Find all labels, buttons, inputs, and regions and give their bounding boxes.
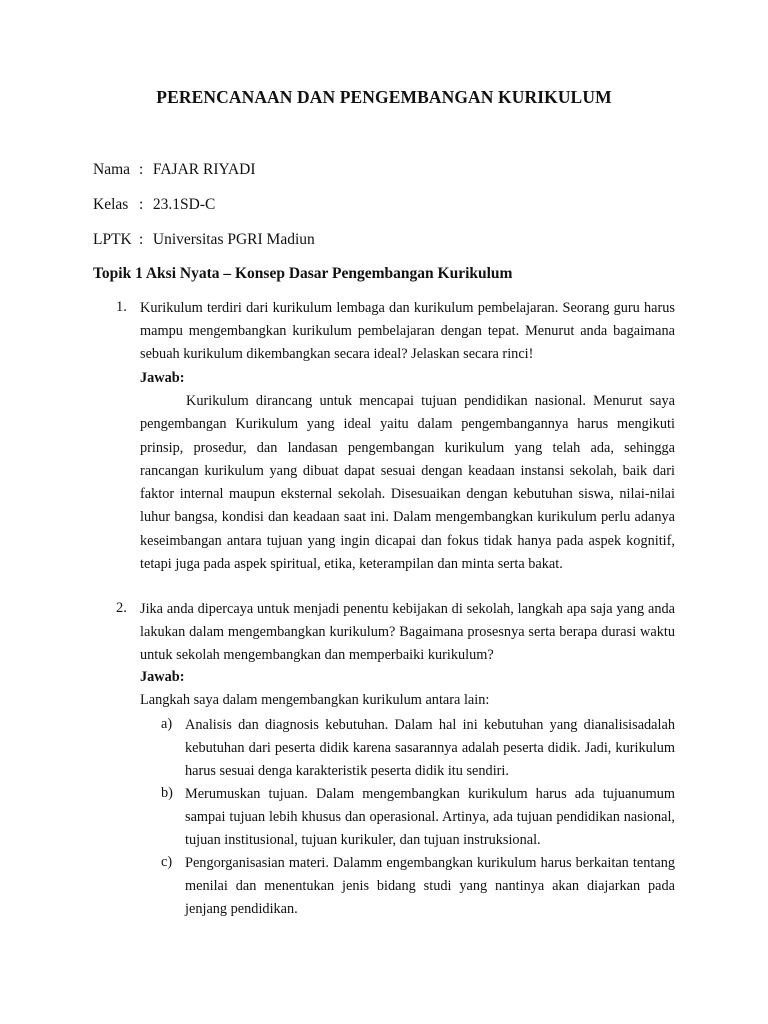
document-title: PERENCANAAN DAN PENGEMBANGAN KURIKULUM: [156, 87, 612, 107]
identity-separator: :: [139, 161, 144, 178]
identity-row-kelas: [93, 196, 215, 214]
answer-intro: Langkah saya dalam mengembangkan kurikulum antara lain:: [140, 692, 490, 708]
identity-label: Nama: [93, 161, 131, 178]
identity-separator: :: [139, 196, 144, 213]
identity-separator: :: [139, 231, 144, 248]
answer-text: Kurikulum dirancang untuk mencapai tujuan pendidikan nasional. Menurut saya pengembangan Kurikulum yang ideal yaitu dalam pengembangannya harus mengikuti prinsip, prosedur, dan landasan pengembangan kurikulum yang telah ada, sehingga rancangan kurikulum yang dibuat dapat sesuai dengan keadaan instansi sekolah, baik dari faktor internal maupun eksternal sekolah. Disesuaikan dengan kebutuhan siswa, nilai-nilai luhur bangsa, kondisi dan keadaan saat ini. Dalam mengembangkan kurikulum perlu adanya keseimbangan antara tujuan yang ingin dicapai dan fokus tidak hanya pada aspek kognitif, tetapi juga pada aspek spiritual, etika, keterampilan dan minta serta bakat.: [140, 393, 675, 573]
step-text: Analisis dan diagnosis kebutuhan. Dalam hal ini kebutuhan yang dianalisisadalah kebutuhan dari peserta didik karena sasarannya adalah peserta didik. Jadi, kurikulum harus sesuai denga karakteristik peserta didik itu sendiri.: [185, 717, 675, 779]
identity-label: Kelas: [93, 196, 129, 213]
question-text: Kurikulum terdiri dari kurikulum lembaga dan kurikulum pembelajaran. Seorang guru harus mampu mengembangkan kurikulum pembelajaran dengan tepat. Menurut anda bagaimana sebuah kurikulum dikembangkan secara ideal? Jelaskan secara rinci!: [140, 300, 675, 362]
identity-row-nama: [93, 161, 256, 179]
question-number: 2.: [116, 600, 127, 616]
topic-heading: Topik 1 Aksi Nyata – Konsep Dasar Pengembangan Kurikulum: [93, 265, 513, 282]
step-marker: a): [161, 716, 173, 732]
identity-value: 23.1SD-C: [152, 196, 216, 213]
identity-value: FAJAR RIYADI: [152, 161, 256, 178]
identity-value: Universitas PGRI Madiun: [152, 231, 315, 248]
identity-row-lptk: [93, 231, 315, 249]
step-text: Merumuskan tujuan. Dalam mengembangkan kurikulum harus ada tujuanumum sampai tujuan lebih khusus dan operasional. Artinya, ada tujuan pendidikan nasional, tujuan institusional, tujuan kurikuler, dan tujuan instruksional.: [185, 786, 675, 848]
answer-label: Jawab:: [140, 669, 185, 685]
question-number: 1.: [116, 299, 127, 315]
question-text: Jika anda dipercaya untuk menjadi penentu kebijakan di sekolah, langkah apa saja yang anda lakukan dalam mengembangkan kurikulum? Bagaimana prosesnya serta berapa durasi waktu untuk sekolah mengembangkan dan memperbaiki kurikulum?: [140, 601, 675, 663]
step-marker: b): [161, 785, 173, 801]
identity-label: LPTK: [93, 231, 132, 248]
step-text: Pengorganisasian materi. Dalamm engembangkan kurikulum harus berkaitan tentang menilai dan menentukan jenis bidang studi yang nantinya akan diajarkan pada jenjang pendidikan.: [185, 855, 675, 917]
step-marker: c): [161, 854, 173, 870]
answer-label: Jawab:: [140, 370, 185, 386]
